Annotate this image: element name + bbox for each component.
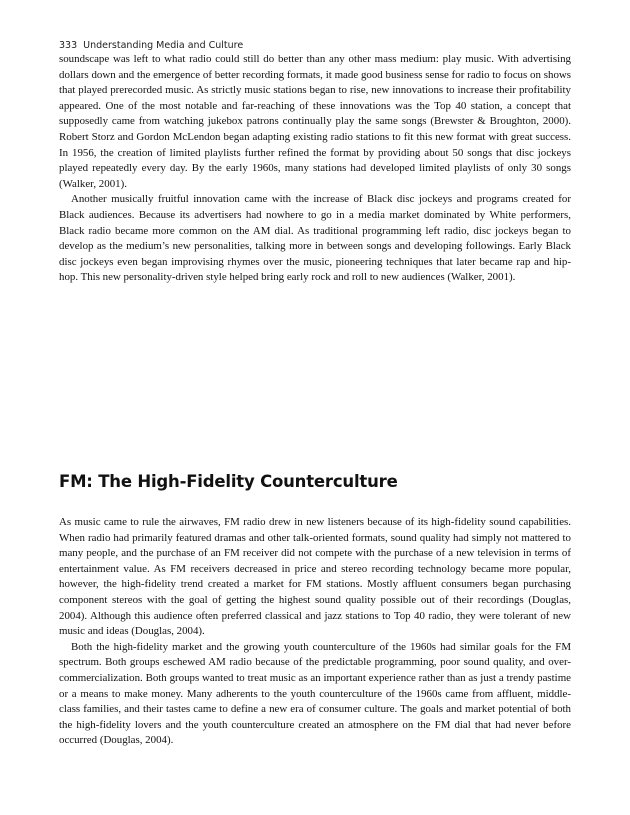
page-number: 333	[59, 40, 78, 51]
running-header	[59, 40, 243, 51]
paragraph-top-radio-music: soundscape was left to what radio could still do better than any other mass medium: play music. With advertising dollars down and the emergence of better recording formats, it made good business sense for radio to focus on shows that played prerecorded music. As strictly music stations began to rise, new innovations to increase their profitability appeared. One of the most notable and far-reaching of these innovations was the Top 40 station, a concept that supposedly came from watching jukebox patrons continually play the same songs (Brewster & Broughton, 2000). Robert Storz and Gordon McLendon began adapting existing radio stations to fit this new format with great success. In 1956, the creation of limited playlists further refined the format by providing about 50 songs that disc jockeys played repeatedly every day. By the early 1960s, many stations had developed limited playlists of only 30 songs (Walker, 2001).	[59, 53, 571, 190]
body-text-fm	[59, 515, 571, 749]
body-text-top	[59, 52, 571, 286]
book-title: Understanding Media and Culture	[83, 40, 244, 51]
paragraph-fm-counterculture: Both the high-fidelity market and the growing youth counterculture of the 1960s had similar goals for the FM spectrum. Both groups eschewed AM radio because of the predictable programming, poor sound quality, and over-commercialization. Both groups wanted to treat music as an important experience rather than as just a trendy pastime or a means to make money. Many adherents to the youth counterculture of the 1960s came from affluent, middle-class families, and their tastes came to define a new era of consumer culture. The goals and market potential of both the high-fidelity lovers and the youth counterculture created an atmosphere on the FM dial that had never before occurred (Douglas, 2004).	[59, 640, 571, 747]
paragraph-black-disc-jockeys: Another musically fruitful innovation came with the increase of Black disc jockeys and programs created for Black audiences. Because its advertisers had nowhere to go in a media market dominated by White performers, Black radio became more common on the AM dial. As traditional programming left radio, disc jockeys began to develop as the medium’s new personalities, talking more in between songs and developing followings. Early Black disc jockeys even began improvising rhymes over the music, pioneering techniques that later became rap and hip-hop. This new personality-driven style helped bring early rock and roll to new audiences (Walker, 2001).	[59, 193, 571, 284]
paragraph-fm-high-fidelity: As music came to rule the airwaves, FM radio drew in new listeners because of its high-fidelity sound capabilities. When radio had primarily featured dramas and other talk-oriented formats, sound quality had simply not mattered to many people, and the purchase of an FM receiver did not compete with the purchase of a new television in terms of entertainment value. As FM receivers decreased in price and stereo recording technology became more popular, however, the high-fidelity trend created a market for FM stations. Mostly affluent consumers began purchasing component stereos with the goal of getting the highest sound quality possible out of their recordings (Douglas, 2004). Although this audience often preferred classical and jazz stations to Top 40 radio, they were tolerant of new music and ideas (Douglas, 2004).	[59, 516, 571, 638]
section-heading-fm: FM: The High-Fidelity Counterculture	[59, 472, 398, 491]
